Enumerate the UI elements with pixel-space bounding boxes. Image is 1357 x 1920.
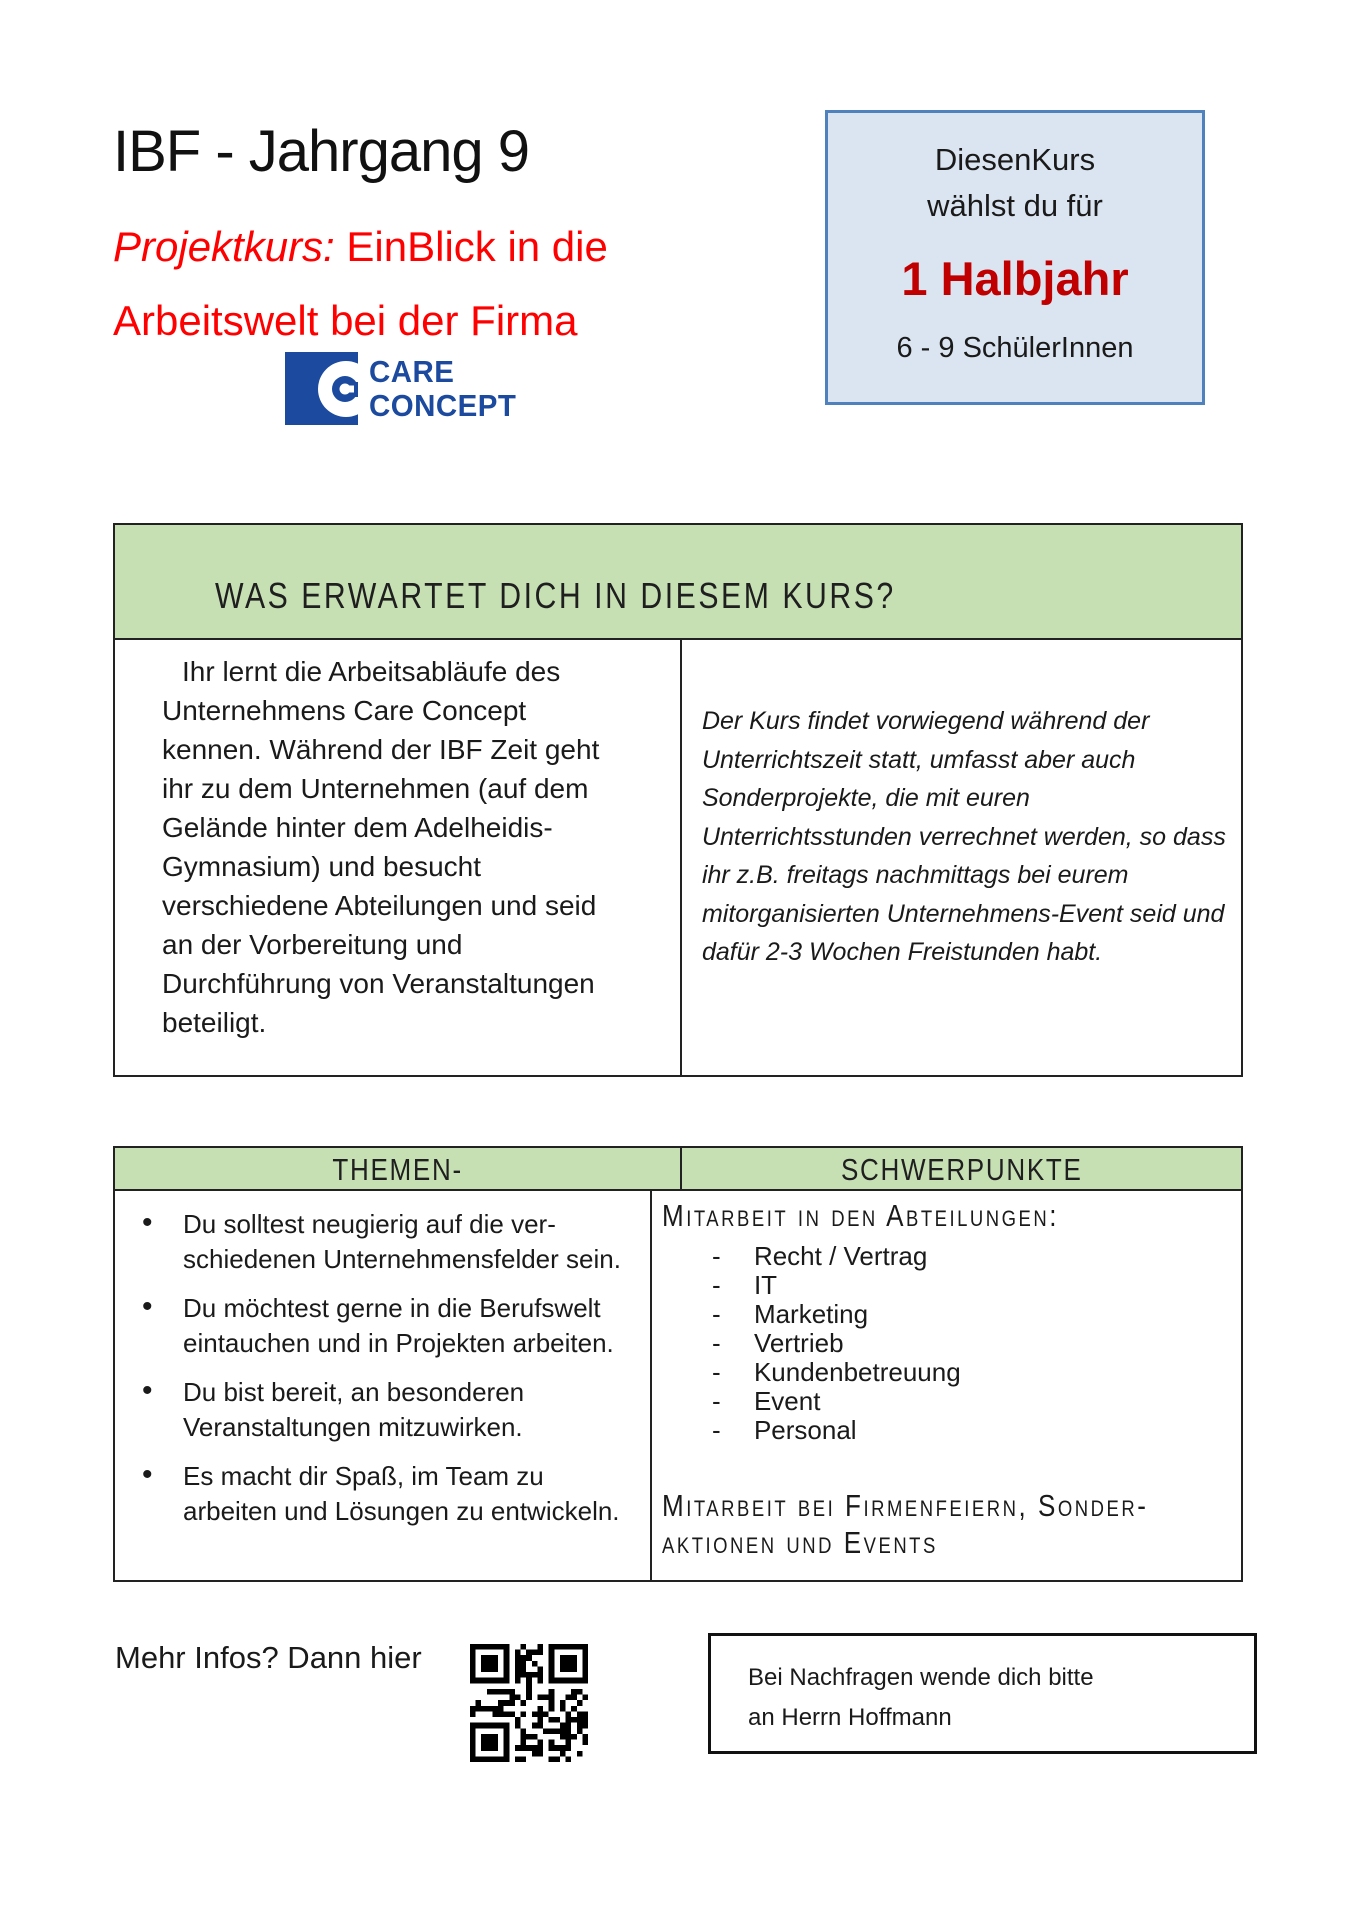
text-line: Veranstaltungen mitzuwirken. — [183, 1412, 523, 1442]
department-label: Event — [753, 1386, 821, 1416]
info-box-highlight: 1 Halbjahr — [901, 252, 1129, 305]
text-line: Ihr lernt die Arbeitsabläufe des — [182, 656, 561, 687]
events-heading-line-2: aktionen und Events — [661, 1525, 938, 1560]
list-item — [662, 1416, 1241, 1445]
text-line: Gelände hinter dem Adelheidis- — [162, 812, 553, 843]
list-item — [662, 1329, 1241, 1358]
events-heading-line-1: Mitarbeit bei Firmenfeiern, Sonder- — [661, 1488, 1149, 1523]
bullet-icon: • — [142, 1374, 153, 1407]
expectations-table — [113, 523, 1243, 1077]
bullet-icon: • — [142, 1458, 153, 1491]
department-label: IT — [753, 1270, 778, 1300]
text-line: dafür 2-3 Wochen Freistunden habt. — [701, 938, 1103, 966]
topics-table — [113, 1146, 1243, 1582]
logo-wordmark-line-1: CARE — [369, 354, 455, 389]
bullet-icon: • — [142, 1206, 153, 1239]
logo-wordmark-line-2: CONCEPT — [369, 388, 517, 423]
expectations-left-cell — [115, 640, 682, 1077]
info-box-line-2: wählst du für — [927, 188, 1103, 223]
list-item — [662, 1358, 1241, 1387]
bullet-item — [115, 1207, 650, 1277]
text-line: Sonderprojekte, die mit euren — [701, 784, 1030, 812]
qr-code — [470, 1644, 588, 1762]
text-line: beteiligt. — [162, 1007, 267, 1038]
expectations-header-text: WAS ERWARTET DICH IN DIESEM KURS? — [215, 575, 896, 616]
text-line: Du möchtest gerne in die Berufswelt — [183, 1293, 601, 1323]
text-line: Du bist bereit, an besonderen — [183, 1377, 525, 1407]
department-label: Vertrieb — [753, 1328, 844, 1358]
subtitle-line-1 — [113, 210, 608, 284]
list-item — [662, 1300, 1241, 1329]
subtitle-italic-part: Projektkurs: — [113, 223, 335, 270]
topics-left-cell — [115, 1191, 652, 1580]
info-box-line-3: 6 - 9 SchülerInnen — [896, 332, 1134, 364]
text-line: ihr z.B. freitags nachmittags bei eurem — [701, 861, 1129, 889]
bullet-item — [115, 1375, 650, 1445]
text-line: verschiedene Abteilungen und seid — [162, 890, 597, 921]
text-line: Du solltest neugierig auf die ver- — [183, 1209, 556, 1239]
topics-header-right-text: SCHWERPUNKTE — [840, 1152, 1083, 1187]
departments-heading — [662, 1198, 1241, 1234]
contact-box — [708, 1633, 1257, 1754]
contact-line-2: an Herrn Hoffmann — [748, 1704, 952, 1731]
text-line: ihr zu dem Unternehmen (auf dem — [162, 773, 589, 804]
topics-right-cell — [652, 1191, 1241, 1580]
dash-icon: - — [711, 1328, 721, 1358]
topics-header-right — [682, 1148, 1241, 1189]
text-line: Unterrichtsstunden verrechnet werden, so dass — [701, 822, 1226, 851]
bullet-item — [115, 1291, 650, 1361]
list-item — [662, 1242, 1241, 1271]
text-line: Gymnasium) und besucht — [162, 851, 482, 882]
subtitle-rest-part: EinBlick in die — [334, 223, 608, 270]
text-line: an der Vorbereitung und — [162, 929, 463, 960]
expectations-table-header — [115, 525, 1241, 640]
info-box-line-1: DiesenKurs — [934, 142, 1096, 177]
department-label: Recht / Vertrag — [753, 1241, 928, 1271]
subtitle-line-2: Arbeitswelt bei der Firma — [113, 297, 578, 344]
dash-icon: - — [711, 1415, 721, 1445]
topics-table-body — [115, 1191, 1241, 1580]
expectations-table-body — [115, 640, 1241, 1077]
text-line: arbeiten und Lösungen zu entwickeln. — [183, 1496, 620, 1526]
dash-icon: - — [711, 1270, 721, 1300]
topics-header-left-text: THEMEN- — [332, 1152, 463, 1187]
events-heading — [662, 1487, 1241, 1561]
contact-line-1: Bei Nachfragen wende dich bitte — [748, 1664, 1094, 1691]
text-line: Es macht dir Spaß, im Team zu — [183, 1461, 544, 1491]
departments-heading-text: Mitarbeit in den Abteilungen: — [661, 1198, 1059, 1233]
topics-table-header — [115, 1148, 1241, 1191]
dash-icon: - — [711, 1357, 721, 1387]
text-line: Durchführung von Veranstaltungen — [162, 968, 595, 999]
text-line: schiedenen Unternehmensfelder sein. — [183, 1244, 621, 1274]
text-line: mitorganisierten Unternehmens-Event seid und — [701, 899, 1225, 928]
list-item — [662, 1387, 1241, 1416]
dash-icon: - — [711, 1299, 721, 1329]
department-label: Marketing — [753, 1299, 869, 1329]
bullet-icon: • — [142, 1290, 153, 1323]
department-label: Personal — [753, 1415, 857, 1445]
care-concept-logo-icon — [285, 352, 358, 430]
dash-icon: - — [711, 1241, 721, 1271]
course-info-box — [825, 110, 1205, 405]
text-line: Unterrichtszeit statt, umfasst aber auch — [701, 745, 1136, 774]
page-title: IBF - Jahrgang 9 — [113, 119, 529, 184]
list-item — [662, 1271, 1241, 1300]
text-line: eintauchen und in Projekten arbeiten. — [183, 1328, 614, 1358]
bullet-item — [115, 1459, 650, 1529]
logo-wordmark — [369, 355, 516, 423]
topics-header-left — [115, 1148, 682, 1189]
dash-icon: - — [711, 1386, 721, 1416]
text-line: kennen. Während der IBF Zeit geht — [162, 734, 600, 765]
expectations-right-cell — [682, 640, 1241, 1077]
care-concept-logo — [285, 352, 524, 430]
department-label: Kundenbetreuung — [753, 1357, 961, 1387]
more-info-text: Mehr Infos? Dann hier — [115, 1640, 422, 1675]
text-line: Unternehmens Care Concept — [162, 695, 527, 726]
course-subtitle — [113, 210, 608, 358]
text-line: Der Kurs findet vorwiegend während der — [701, 707, 1150, 735]
